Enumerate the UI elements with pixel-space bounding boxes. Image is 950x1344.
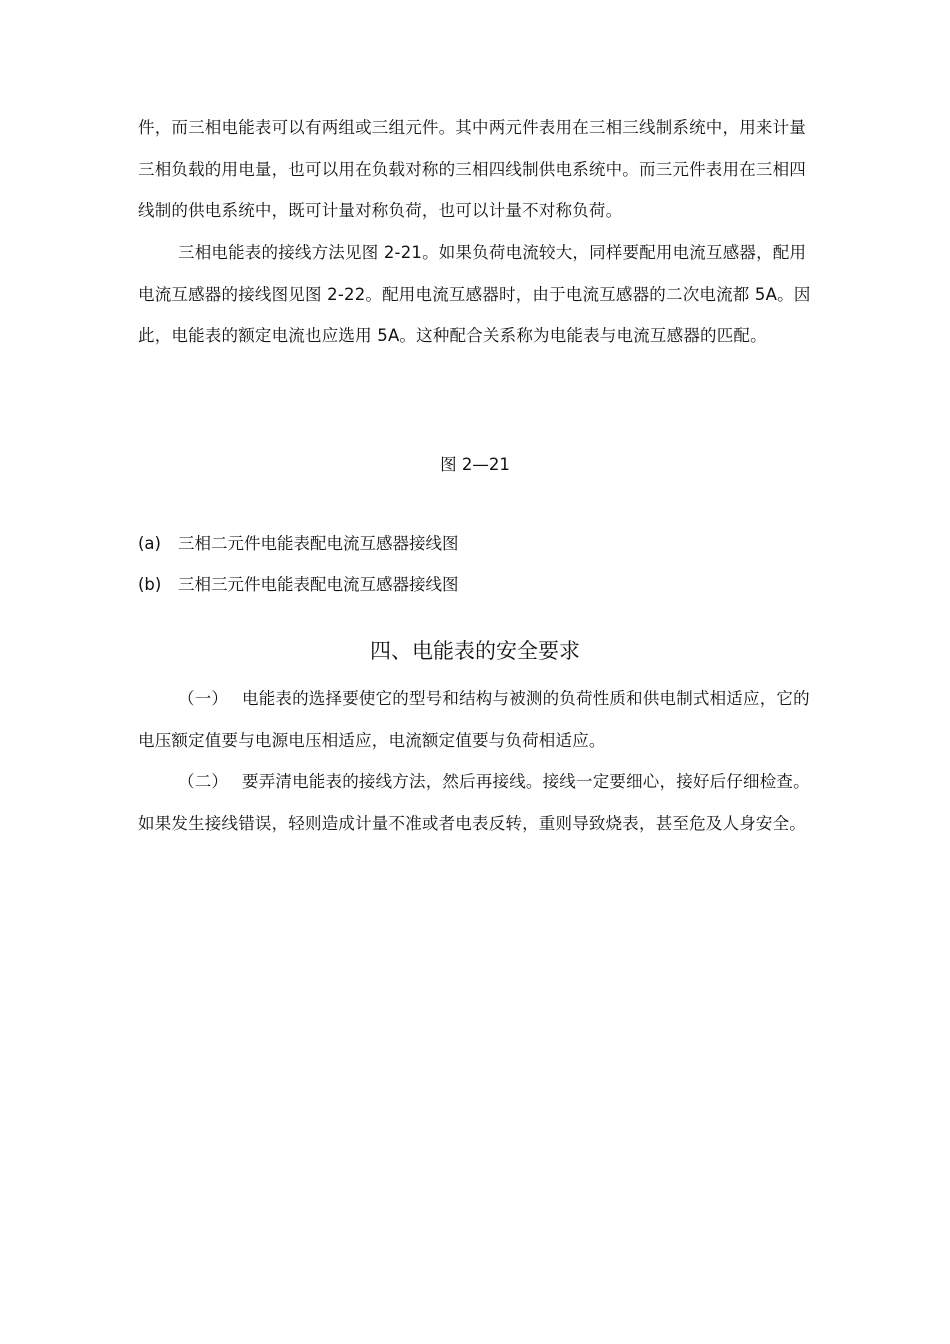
paragraph-three-phase-meter-elements: 件，而三相电能表可以有两组或三组元件。其中两元件表用在三相三线制系统中，用来计量三相负载的用电量，也可以用在负载对称的三相四线制供电系统中。而三元件表用在三相四线制的供电系统中，既可计量对称负荷，也可以计量不对称负荷。 (138, 118, 806, 220)
item-number: （二） (178, 772, 229, 791)
subitem-tag: (a) (138, 534, 161, 553)
item-number: （一） (178, 689, 229, 708)
figure-caption: 图 2—21 (440, 455, 510, 474)
safety-item-1 (138, 678, 814, 761)
figure-subitem-a (138, 529, 459, 559)
subitem-tag: (b) (138, 575, 162, 594)
subitem-text: 三相三元件电能表配电流互感器接线图 (178, 575, 459, 594)
paragraph-wiring-method: 三相电能表的接线方法见图 2-21。如果负荷电流较大，同样要配用电流互感器，配用电流互感器的接线图见图 2-22。配用电流互感器时，由于电流互感器的二次电流都 5A。因此，电能表的额定电流也应选用 5A。这种配合关系称为电能表与电流互感器的匹配。 (138, 243, 811, 345)
figure-subitem-b (138, 570, 459, 600)
safety-item-2 (138, 761, 814, 844)
item-text: 电能表的选择要使它的型号和结构与被测的负荷性质和供电制式相适应，它的电压额定值要与电源电压相适应，电流额定值要与负荷相适应。 (138, 689, 810, 750)
section-heading: 四、电能表的安全要求 (370, 639, 580, 663)
subitem-text: 三相二元件电能表配电流互感器接线图 (178, 534, 459, 553)
item-text: 要弄清电能表的接线方法，然后再接线。接线一定要细心，接好后仔细检查。如果发生接线错误，轻则造成计量不准或者电表反转，重则导致烧表，甚至危及人身安全。 (138, 772, 810, 833)
